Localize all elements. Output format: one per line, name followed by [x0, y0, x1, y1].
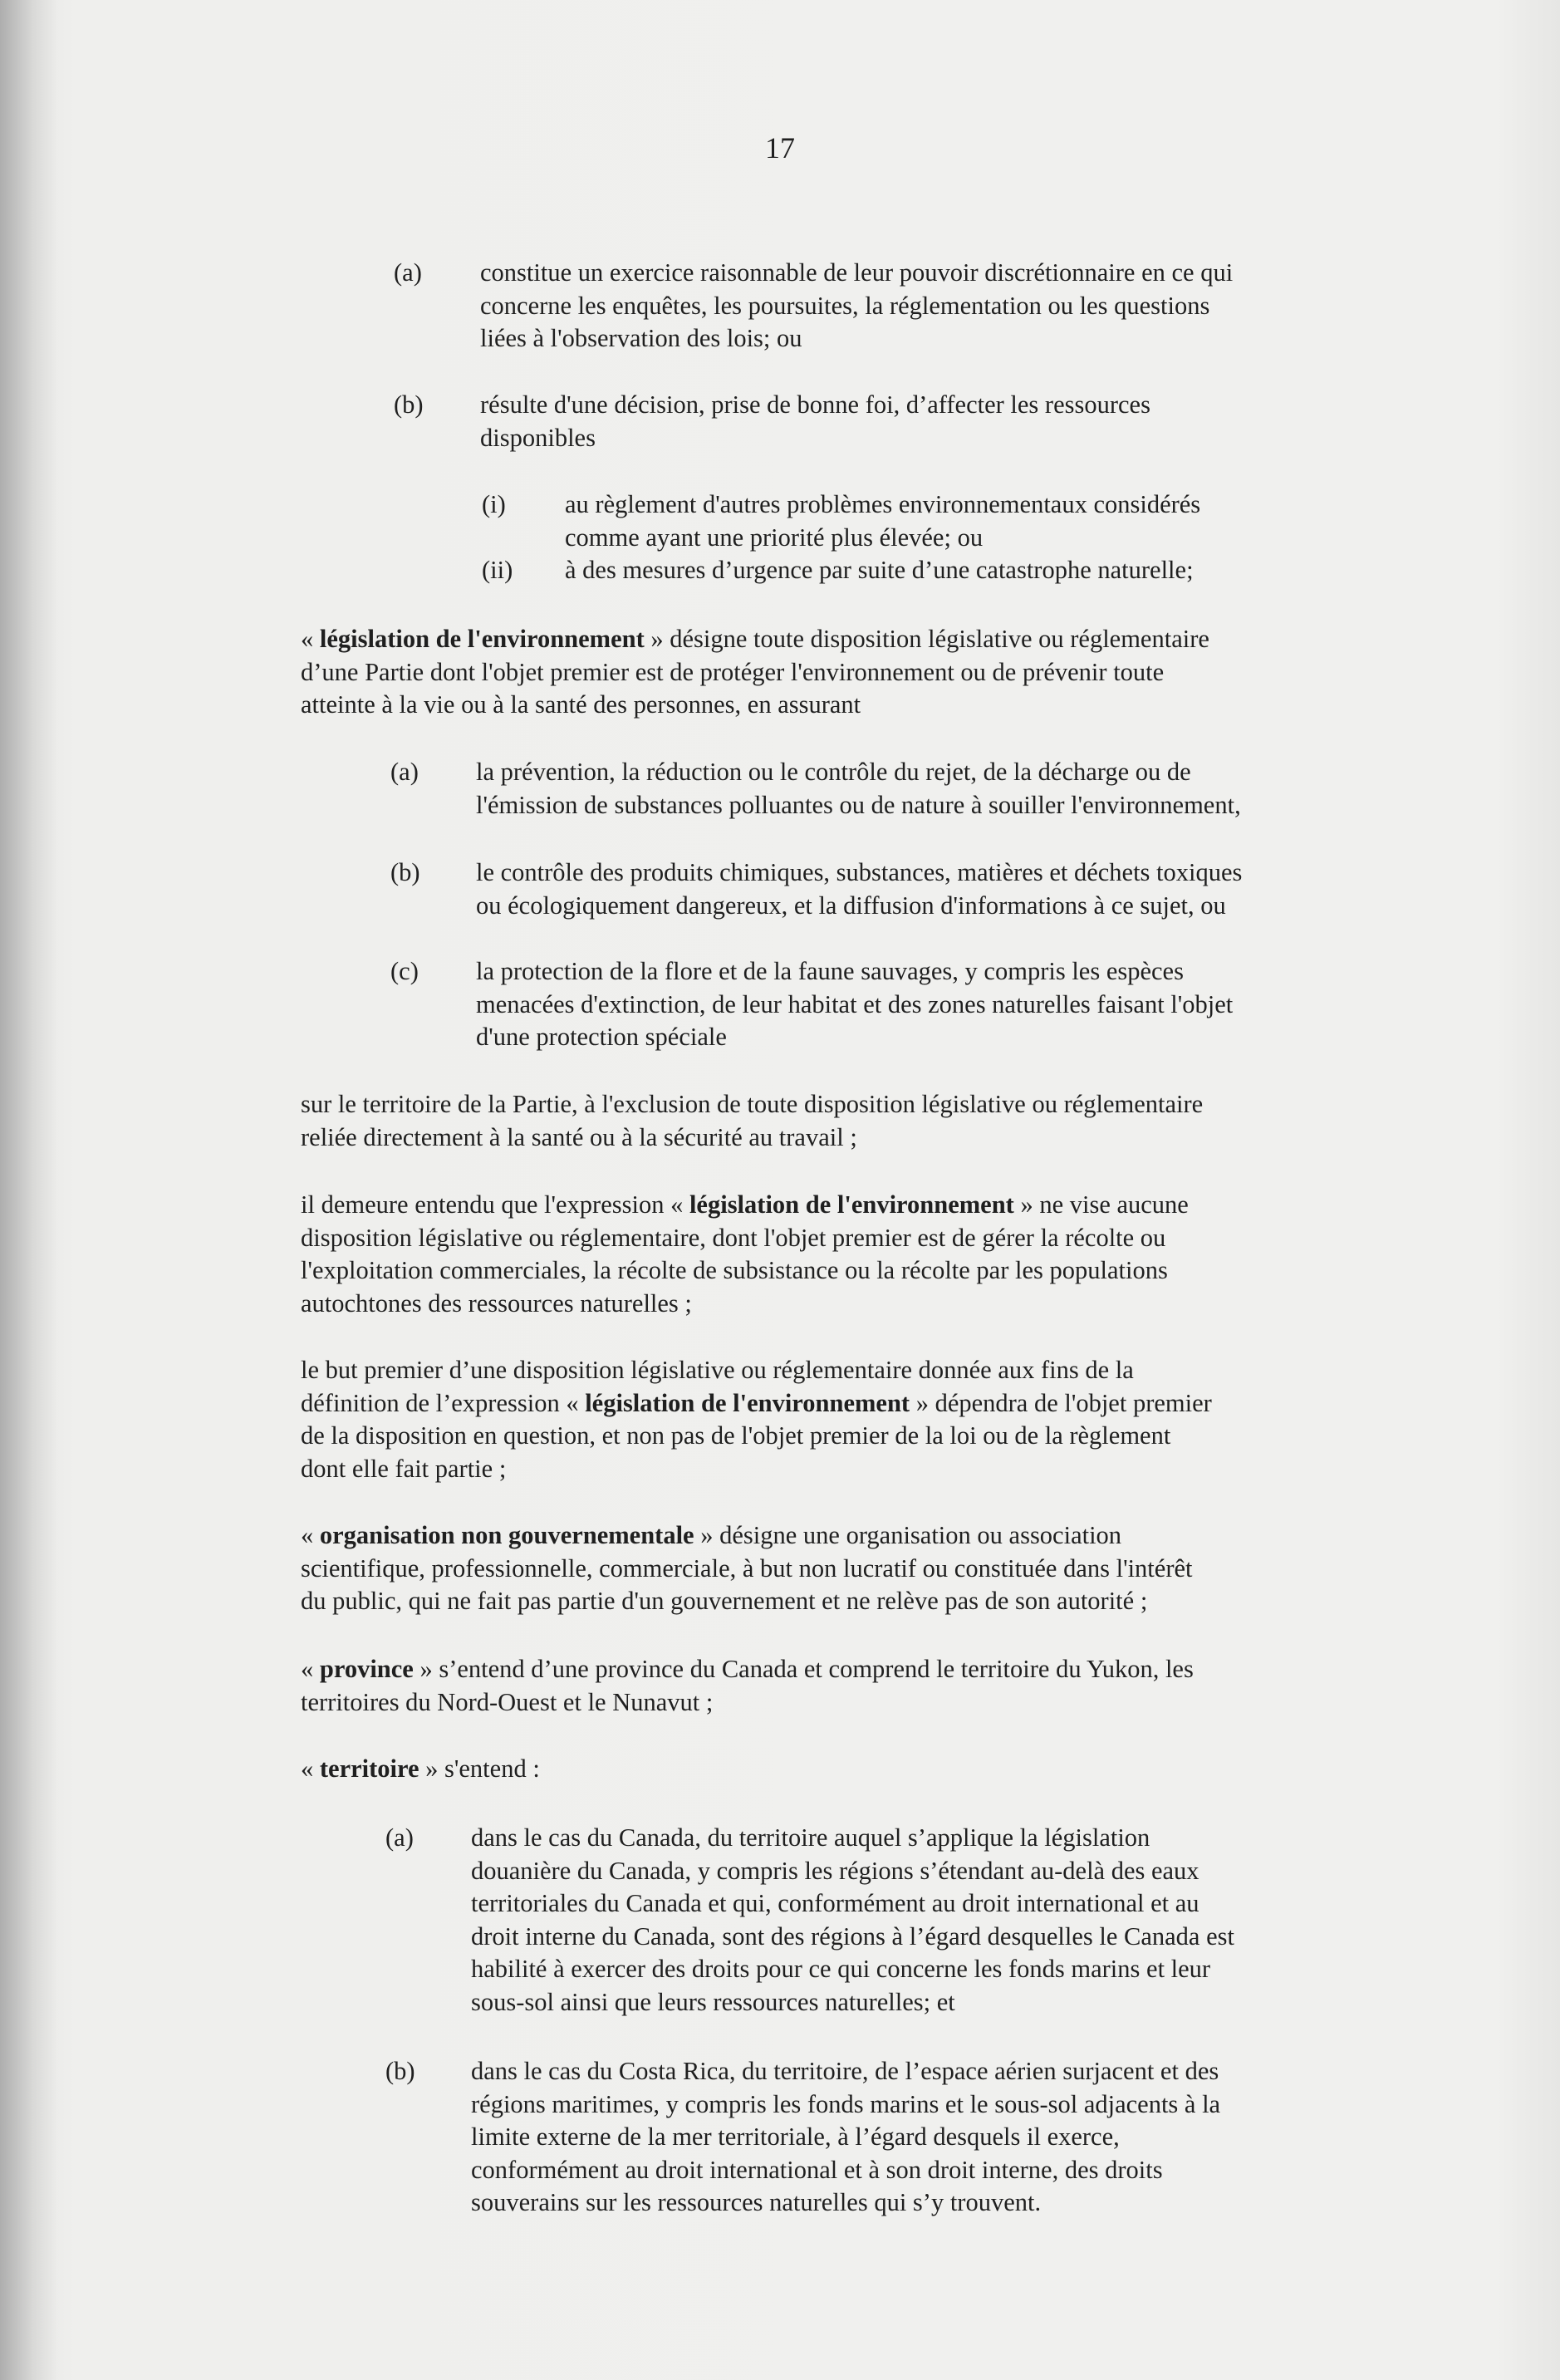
- item-b-text: [480, 389, 1150, 454]
- text-line: la prévention, la réduction ou le contrôle du rejet, de la décharge ou de: [476, 758, 1191, 786]
- text-fragment: définition de l’expression «: [301, 1388, 586, 1417]
- open-quote: «: [301, 1521, 320, 1549]
- binding-shadow: [0, 0, 58, 2380]
- text-line: concerne les enquêtes, les poursuites, la réglementation ou les questions: [480, 291, 1210, 320]
- text-line: [301, 1387, 1212, 1421]
- open-quote: «: [301, 625, 320, 653]
- open-quote: «: [301, 1754, 320, 1783]
- text-line: dans le cas du Canada, du territoire auquel s’applique la législation: [471, 1823, 1150, 1852]
- text-line: atteinte à la vie ou à la santé des personnes, en assurant: [301, 690, 861, 719]
- text-line: d’une Partie dont l'objet premier est de protéger l'environnement ou de prévenir toute: [301, 657, 1165, 686]
- item-label-a: (a): [390, 758, 419, 786]
- open-quote: «: [301, 1655, 320, 1683]
- text-line: la protection de la flore et de la faune sauvages, y compris les espèces: [476, 957, 1184, 985]
- text-line: dont elle fait partie ;: [301, 1454, 507, 1483]
- item-b-text: [471, 2055, 1220, 2220]
- text-line: sous-sol ainsi que leurs ressources naturelles; et: [471, 1987, 955, 2016]
- text-line: l'exploitation commerciales, la récolte de subsistance ou la récolte par les populations: [301, 1256, 1168, 1284]
- item-a-text: [480, 257, 1233, 356]
- definition-ngo: [301, 1519, 1193, 1618]
- defined-term: organisation non gouvernementale: [319, 1521, 694, 1549]
- text-line: territoires du Nord-Ouest et le Nunavut ;: [301, 1687, 714, 1716]
- item-c-text: [476, 955, 1233, 1054]
- text-line: d'une protection spéciale: [476, 1023, 727, 1051]
- item-a-text: [471, 1822, 1234, 2019]
- defined-term: législation de l'environnement: [319, 625, 645, 653]
- text-line: conformément au droit international et à son droit interne, des droits: [471, 2155, 1163, 2184]
- text-line: au règlement d'autres problèmes environnementaux considérés: [565, 490, 1201, 518]
- item-label-b: (b): [390, 858, 420, 886]
- text-line: [301, 1653, 1194, 1686]
- text-line: du public, qui ne fait pas partie d'un gouvernement et ne relève pas de son autorité ;: [301, 1587, 1148, 1615]
- definition-environmental-law: [301, 623, 1209, 722]
- text-line: comme ayant une priorité plus élevée; ou: [565, 523, 984, 552]
- text-line: limite externe de la mer territoriale, à l’égard desquels il exerce,: [471, 2122, 1120, 2151]
- item-label-a: (a): [394, 258, 422, 287]
- text-line: disposition législative ou réglementaire, dont l'objet premier est de gérer la récolte ou: [301, 1223, 1166, 1252]
- defined-term: province: [319, 1655, 414, 1683]
- text-line: liées à l'observation des lois; ou: [480, 324, 802, 352]
- item-a-text: [476, 756, 1241, 822]
- item-label-a: (a): [385, 1823, 414, 1852]
- text-line: constitue un exercice raisonnable de leur pouvoir discrétionnaire en ce qui: [480, 258, 1234, 287]
- text-line: habilité à exercer des droits pour ce qui concerne les fonds marins et leur: [471, 1955, 1211, 1983]
- text-line: [301, 1753, 540, 1786]
- item-label-b: (b): [385, 2057, 415, 2085]
- text-line: scientifique, professionnelle, commerciale, à but non lucratif ou constituée dans l'intérêt: [301, 1553, 1193, 1583]
- text-line: à des mesures d’urgence par suite d’une catastrophe naturelle;: [565, 556, 1194, 584]
- text-line: [301, 1519, 1193, 1553]
- item-b-text: [476, 856, 1242, 922]
- text-line: autochtones des ressources naturelles ;: [301, 1288, 692, 1318]
- text-line: reliée directement à la santé ou à la sécurité au travail ;: [301, 1122, 857, 1151]
- text-fragment: » s'entend :: [419, 1754, 540, 1783]
- text-line: l'émission de substances polluantes ou de nature à souiller l'environnement,: [476, 790, 1241, 819]
- text-line: dans le cas du Costa Rica, du territoire, de l’espace aérien surjacent et des: [471, 2057, 1219, 2085]
- text-line: le contrôle des produits chimiques, substances, matières et déchets toxiques: [476, 858, 1243, 886]
- item-label-c: (c): [390, 957, 419, 985]
- text-line: menacées d'extinction, de leur habitat et des zones naturelles faisant l'objet: [476, 989, 1234, 1018]
- purpose-paragraph: [301, 1354, 1212, 1485]
- text-line: disponibles: [480, 423, 596, 452]
- text-line: souverains sur les ressources naturelles qui s’y trouvent.: [471, 2188, 1042, 2216]
- text-line: le but premier d’une disposition législative ou réglementaire donnée aux fins de la: [301, 1356, 1134, 1384]
- text-line: ou écologiquement dangereux, et la diffusion d'informations à ce sujet, ou: [476, 891, 1226, 920]
- subitem-label-ii: (ii): [482, 556, 513, 584]
- text-fragment: » désigne toute disposition législative ou réglementaire: [644, 625, 1209, 653]
- text-fragment: » ne vise aucune: [1013, 1190, 1189, 1219]
- text-line: régions maritimes, y compris les fonds marins et le sous-sol adjacents à la: [471, 2089, 1221, 2118]
- text-fragment: il demeure entendu que l'expression «: [301, 1190, 689, 1219]
- text-line: droit interne du Canada, sont des régions à l’égard desquelles le Canada est: [471, 1921, 1234, 1951]
- text-line: résulte d'une décision, prise de bonne foi, d’affecter les ressources: [480, 390, 1150, 419]
- page-number: 17: [765, 131, 795, 164]
- understood-paragraph: [301, 1189, 1189, 1320]
- definition-territory: [301, 1753, 540, 1786]
- definition-province: [301, 1653, 1194, 1719]
- subitem-ii-text: [565, 554, 1194, 587]
- text-line: [301, 623, 1209, 656]
- item-label-b: (b): [394, 390, 424, 419]
- subitem-label-i: (i): [482, 490, 506, 518]
- subitem-i-text: [565, 488, 1200, 554]
- text-line: douanière du Canada, y compris les régions s’étendant au-delà des eaux: [471, 1856, 1199, 1885]
- text-fragment: » s’entend d’une province du Canada et comprend le territoire du Yukon, les: [413, 1655, 1194, 1683]
- defined-term: législation de l'environnement: [585, 1388, 910, 1417]
- closing-paragraph: [301, 1088, 1203, 1154]
- text-line: sur le territoire de la Partie, à l'exclusion de toute disposition législative ou réglementaire: [301, 1090, 1204, 1118]
- text-fragment: » dépendra de l'objet premier: [910, 1388, 1212, 1417]
- defined-term: territoire: [319, 1754, 419, 1783]
- text-line: de la disposition en question, et non pas de l'objet premier de la loi ou de la règlement: [301, 1421, 1171, 1450]
- text-line: territoriales du Canada et qui, conformément au droit international et au: [471, 1889, 1199, 1917]
- text-line: [301, 1189, 1189, 1222]
- text-fragment: » désigne une organisation ou association: [694, 1521, 1122, 1549]
- defined-term: législation de l'environnement: [689, 1190, 1014, 1219]
